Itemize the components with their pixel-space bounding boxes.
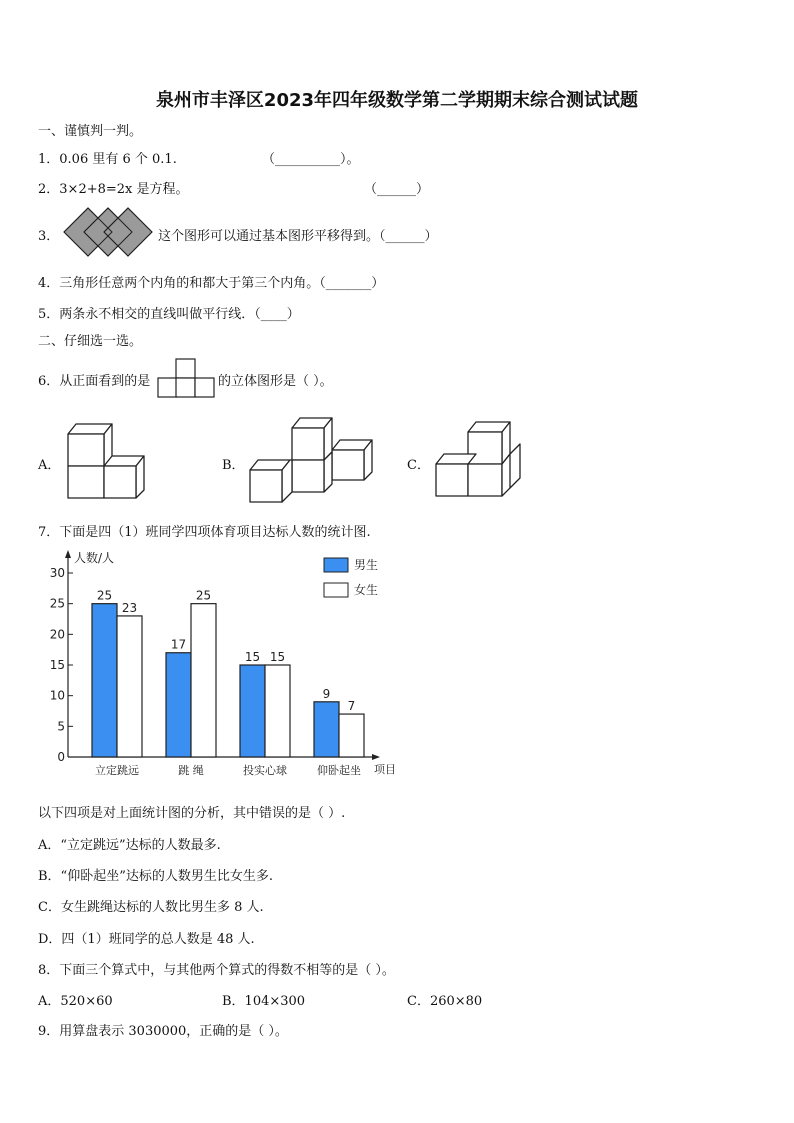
bar-girls: [265, 665, 290, 757]
option-7d[interactable]: D．四（1）班同学的总人数是 48 人.: [38, 932, 255, 947]
legend-label: 男生: [354, 558, 379, 572]
question-6-suffix: 的立体图形是（ ）。: [218, 374, 333, 389]
question-6-prefix: 6．从正面看到的是: [38, 374, 151, 389]
option-7c[interactable]: C．女生跳绳达标的人数比男生多 8 人.: [38, 900, 264, 915]
y-tick-label: 15: [49, 658, 65, 672]
option-6c-solid-figure: [434, 418, 526, 500]
x-tick-label: 仰卧起坐: [317, 764, 361, 777]
y-axis-title: 人数/人: [74, 551, 115, 565]
question-1-text: 0.06 里有 6 个 0.1.: [59, 152, 177, 167]
question-1-blank[interactable]: （__________）。: [262, 152, 360, 167]
data-label: 23: [121, 600, 138, 615]
question-7-text: 7．下面是四（1）班同学四项体育项目达标人数的统计图.: [38, 525, 371, 540]
option-8b[interactable]: B．104×300: [222, 994, 306, 1009]
bar-girls: [117, 616, 142, 757]
data-label: 25: [96, 588, 113, 603]
question-4-text: 三角形任意两个内角的和都大于第三个内角。（_______）: [59, 276, 385, 291]
front-view-figure: [157, 357, 215, 399]
diamond-pattern-figure: [62, 206, 156, 258]
x-tick-label: 跳 绳: [178, 764, 204, 777]
bar-girls: [339, 714, 364, 757]
data-label: 9: [322, 686, 331, 701]
data-label: 15: [244, 650, 261, 664]
question-7-prompt: 以下四项是对上面统计图的分析，其中错误的是（ ）.: [38, 806, 346, 821]
question-9-text: 9．用算盘表示 3030000，正确的是（ ）。: [38, 1024, 288, 1039]
section-1-heading: 一、谨慎判一判。: [38, 124, 143, 139]
x-axis-arrow: [372, 754, 380, 760]
question-5-number: 5．: [38, 307, 60, 322]
question-1-number: 1．: [38, 152, 60, 167]
question-3-text: 这个图形可以通过基本图形平移得到。（______）: [158, 229, 438, 244]
option-6b-solid-figure: [246, 416, 376, 506]
question-4-number: 4．: [38, 276, 60, 291]
option-6b-label[interactable]: B．: [222, 458, 245, 473]
y-tick-label: 5: [57, 719, 65, 734]
option-7a[interactable]: A．“立定跳远”达标的人数最多.: [38, 838, 221, 853]
y-tick-label: 20: [49, 627, 65, 642]
question-5-text: 两条永不相交的直线叫做平行线．（____）: [59, 307, 300, 322]
question-2: [38, 178, 189, 197]
question-8-text: 8．下面三个算式中，与其他两个算式的得数不相等的是（ ）。: [38, 963, 395, 978]
sports-bar-chart: [40, 540, 410, 785]
option-7b[interactable]: B．“仰卧起坐”达标的人数男生比女生多.: [38, 869, 273, 884]
y-tick-label: 25: [49, 596, 65, 611]
legend-swatch: [324, 558, 348, 572]
legend-label: 女生: [354, 583, 379, 597]
question-2-text: 3×2+8=2x 是方程。: [59, 182, 189, 197]
legend-swatch: [324, 583, 348, 597]
y-tick-label: 0: [57, 750, 65, 764]
data-label: 17: [170, 637, 187, 652]
option-8a[interactable]: A．520×60: [38, 994, 113, 1009]
question-2-number: 2．: [38, 182, 60, 197]
option-6c-label[interactable]: C．: [407, 458, 430, 473]
question-1: [38, 148, 177, 167]
option-6a-solid-figure: [62, 420, 148, 500]
data-label: 7: [347, 699, 356, 714]
y-axis-arrow: [65, 550, 71, 558]
x-tick-label: 投实心球: [243, 764, 287, 777]
y-tick-label: 10: [49, 688, 65, 703]
data-label: 15: [269, 650, 286, 664]
page-title: 泉州市丰泽区2023年四年级数学第二学期期末综合测试试题: [155, 90, 639, 111]
x-tick-label: 立定跳远: [95, 764, 139, 777]
bar-boys: [314, 702, 339, 757]
bar-boys: [166, 653, 191, 757]
option-6a-label[interactable]: A．: [38, 458, 61, 473]
bar-boys: [240, 665, 265, 757]
bar-girls: [191, 604, 216, 757]
x-axis-title: 项目: [374, 763, 396, 776]
option-8c[interactable]: C．260×80: [407, 994, 483, 1009]
y-tick-label: 30: [49, 566, 65, 580]
bar-boys: [92, 604, 117, 757]
question-3-number: 3．: [38, 229, 60, 244]
question-5: [38, 303, 300, 322]
section-2-heading: 二、仔细选一选。: [38, 334, 143, 349]
question-4: [38, 272, 384, 291]
data-label: 25: [195, 588, 212, 603]
question-2-blank[interactable]: （______）: [364, 182, 430, 197]
